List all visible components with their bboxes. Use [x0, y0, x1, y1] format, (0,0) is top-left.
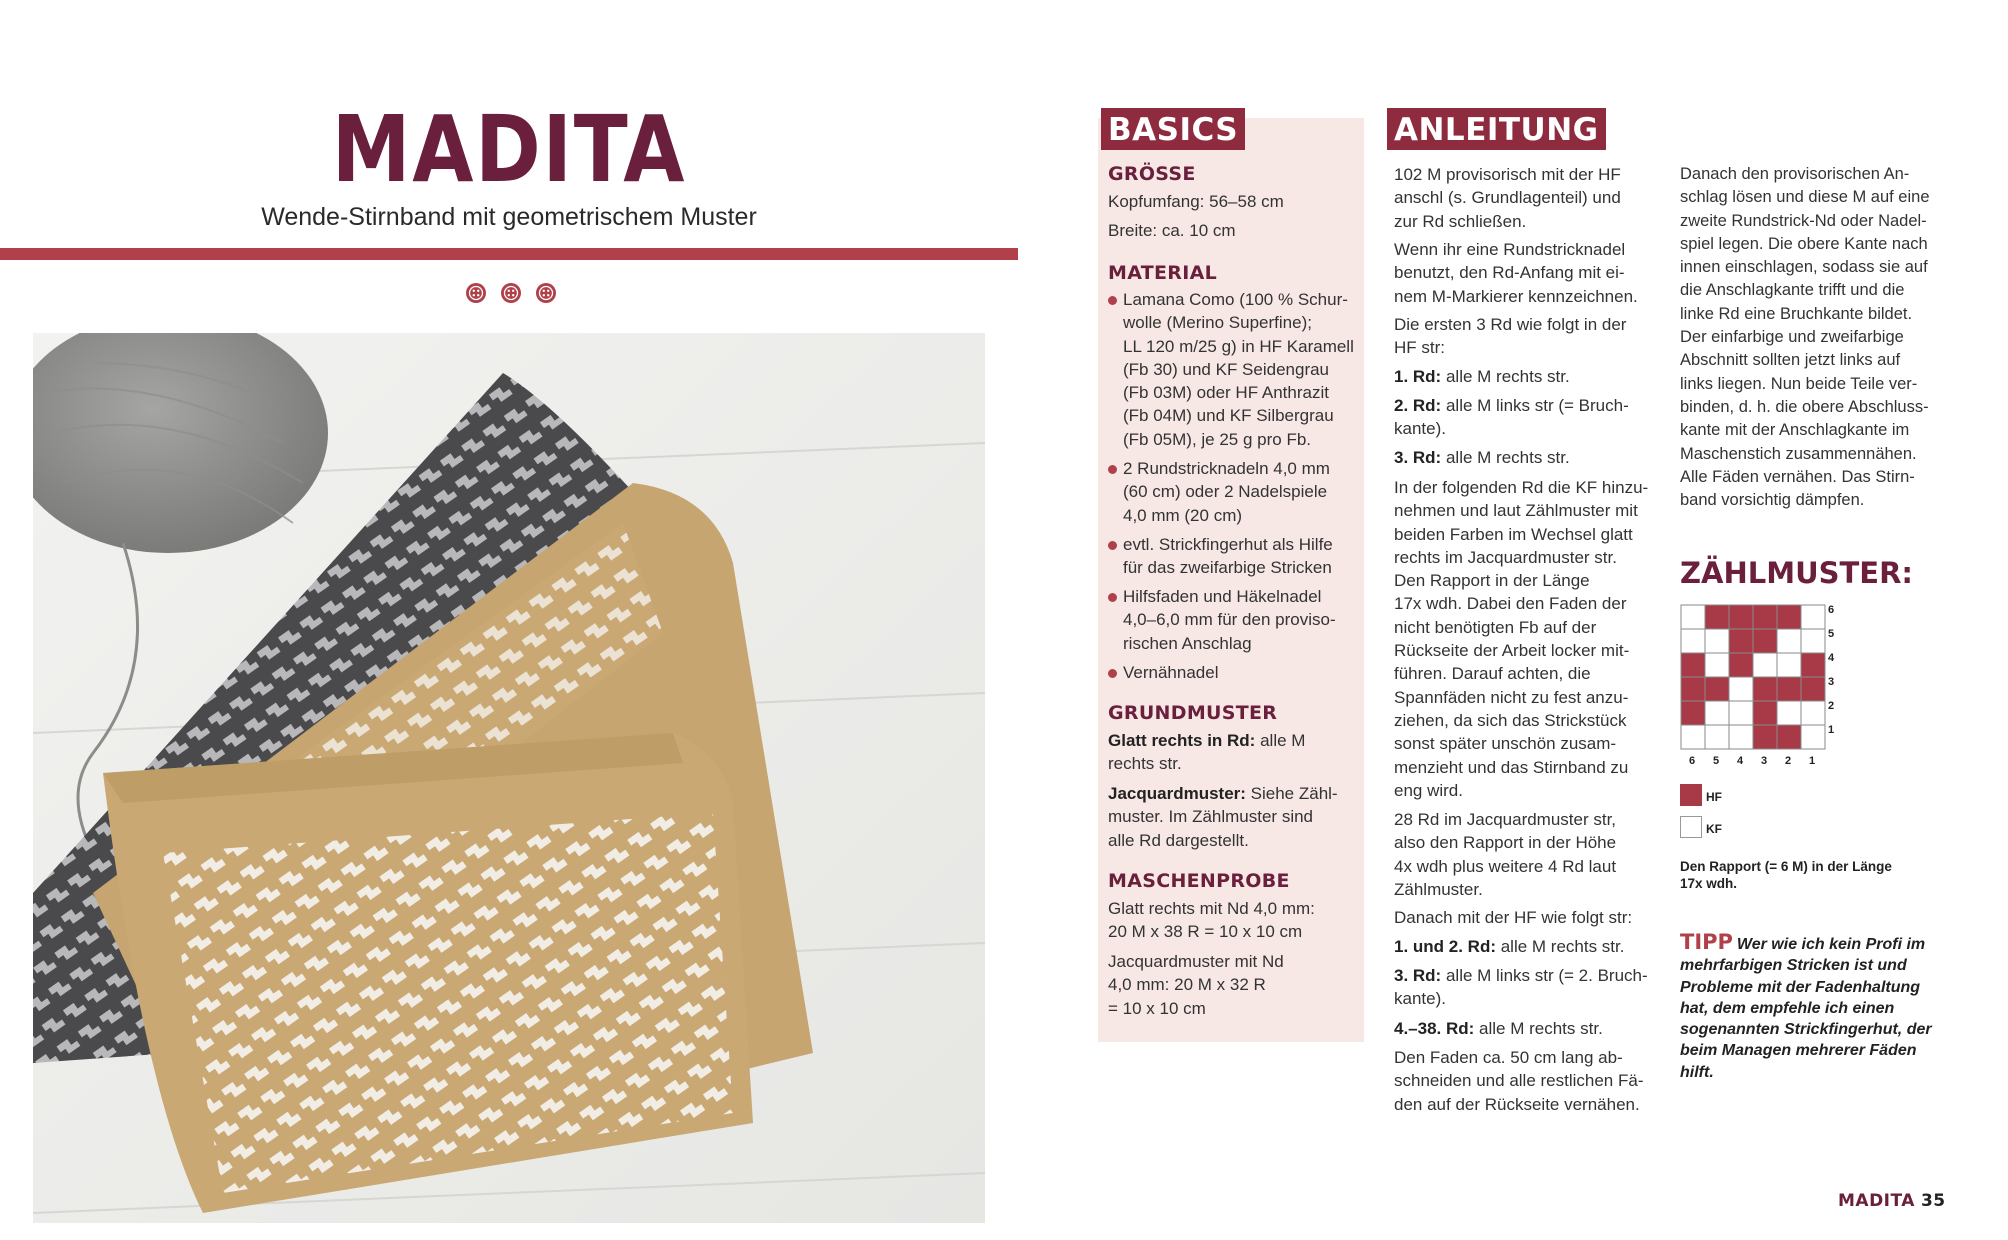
chart-cell [1681, 605, 1705, 629]
bullet-icon [1108, 296, 1117, 305]
chart-col-label: 3 [1760, 755, 1768, 767]
chart-cell [1753, 677, 1777, 701]
bullet-icon [1108, 593, 1117, 602]
chart-row-label: 3 [1828, 676, 1835, 688]
chart-col-label: 6 [1688, 755, 1696, 767]
grundmuster-glatt: Glatt rechts in Rd: alle M rechts str. [1108, 731, 1306, 774]
chart-cell [1753, 629, 1777, 653]
page-title: MADITA [331, 96, 687, 203]
round-instruction: 4.–38. Rd: alle M rechts str. [1394, 1019, 1603, 1038]
maschenprobe-glatt: Glatt rechts mit Nd 4,0 mm: 20 M x 38 R = 10 x 10 cm [1108, 899, 1315, 942]
groesse-line: Kopfumfang: 56–58 cm [1108, 192, 1284, 211]
page-subtitle: Wende-Stirnband mit geometrischem Muster [261, 203, 757, 231]
chart-cell [1777, 701, 1801, 725]
legend-hf-swatch [1680, 784, 1702, 806]
groesse-heading: GRÖSSE [1108, 163, 1196, 185]
knitted-headbands-photo [33, 333, 985, 1223]
chart-cell [1705, 677, 1729, 701]
footer-title: MADITA [1838, 1191, 1915, 1211]
chart-col-label: 1 [1808, 755, 1816, 767]
grundmuster-heading: GRUNDMUSTER [1108, 702, 1278, 724]
title-divider [0, 248, 1018, 260]
bullet-icon [1108, 541, 1117, 550]
round-instruction: 3. Rd: alle M links str (= 2. Bruch- kante). [1394, 966, 1648, 1009]
material-heading: MATERIAL [1108, 262, 1217, 284]
anleitung-paragraph: 102 M provisorisch mit der HF anschl (s. Grundlagenteil) und zur Rd schließen. [1394, 165, 1621, 231]
bullet-icon [1108, 465, 1117, 474]
chart-cell [1801, 701, 1825, 725]
chart-col-label: 5 [1712, 755, 1720, 767]
anleitung-heading: ANLEITUNG [1387, 108, 1606, 150]
chart-row-label: 5 [1828, 628, 1835, 640]
button-icon [500, 282, 522, 304]
chart-cell [1681, 725, 1705, 749]
chart-row-label: 2 [1828, 700, 1835, 712]
chart-cell [1681, 653, 1705, 677]
chart-col-label: 4 [1736, 755, 1744, 767]
round-instruction: 1. Rd: alle M rechts str. [1394, 367, 1570, 386]
chart-cell [1705, 701, 1729, 725]
round-instruction: 3. Rd: alle M rechts str. [1394, 448, 1570, 467]
chart-cell [1705, 605, 1729, 629]
chart-row-label: 4 [1828, 652, 1835, 664]
chart-cell [1705, 653, 1729, 677]
material-item: 2 Rundstricknadeln 4,0 mm (60 cm) oder 2 Nadelspiele 4,0 mm (20 cm) [1108, 457, 1373, 527]
chart-cell [1753, 605, 1777, 629]
chart-cell [1681, 629, 1705, 653]
chart-cell [1753, 701, 1777, 725]
chart-cell [1681, 677, 1705, 701]
chart-cell [1729, 677, 1753, 701]
anleitung-paragraph: Den Faden ca. 50 cm lang ab- schneiden und alle restlichen Fä- den auf der Rückseite vernähen. [1394, 1048, 1644, 1114]
chart-cell [1801, 605, 1825, 629]
chart-cell [1705, 629, 1729, 653]
tip-text: Wer wie ich kein Profi im mehrfarbigen Stricken ist und Probleme mit der Fadenhaltung hat, dem empfehle ich einen sogenannten Strickfingerhut, der beim Managen mehrerer Fäden hilft. [1680, 936, 1932, 1081]
anleitung-paragraph: In der folgenden Rd die KF hinzu- nehmen und laut Zählmuster mit beiden Farben im Wechsel glatt rechts im Jacquardmuster str. Den Rapport in der Länge 17x wdh. Dabei den Faden der nicht benötigten Fb auf der Rückseite der Arbeit locker mit- führen. Darauf achten, die Spannfäden nicht zu fest anzu- ziehen, da sich das Strickstück sonst später unschön zusam- menzieht und das Stirnband zu eng wird. [1394, 478, 1649, 800]
chart-cell [1801, 725, 1825, 749]
chart-cell [1777, 653, 1801, 677]
button-icon [535, 282, 557, 304]
page-number: 35 [1920, 1191, 1946, 1211]
anleitung-paragraph: 28 Rd im Jacquardmuster str, also den Rapport in der Höhe 4x wdh plus weitere 4 Rd laut Zählmuster. [1394, 810, 1617, 899]
material-item: Lamana Como (100 % Schur- wolle (Merino Superfine); LL 120 m/25 g) in HF Karamell (Fb 30) und KF Seidengrau (Fb 03M) oder HF Anthrazit (Fb 04M) und KF Silbergrau (Fb 05M), je 25 g pro Fb. [1108, 288, 1373, 451]
chart-cell [1777, 725, 1801, 749]
anleitung-paragraph: Danach mit der HF wie folgt str: [1394, 908, 1633, 927]
anleitung-paragraph: Die ersten 3 Rd wie folgt in der HF str: [1394, 315, 1627, 358]
chart-cell [1681, 701, 1705, 725]
tip-label: TIPP [1680, 930, 1733, 954]
chart-row-label: 6 [1828, 604, 1835, 616]
chart-cell [1801, 629, 1825, 653]
chart-cell [1801, 653, 1825, 677]
chart-note: Den Rapport (= 6 M) in der Länge 17x wdh. [1680, 859, 1892, 891]
chart-cell [1777, 605, 1801, 629]
chart-cell [1777, 677, 1801, 701]
material-item: Vernähnadel [1108, 661, 1373, 684]
legend-kf-label: KF [1706, 822, 1722, 836]
chart-col-label: 2 [1784, 755, 1792, 767]
maschenprobe-heading: MASCHENPROBE [1108, 870, 1290, 892]
chart-cell [1729, 725, 1753, 749]
material-item: evtl. Strickfingerhut als Hilfe für das zweifarbige Stricken [1108, 533, 1373, 580]
chart-cell [1801, 677, 1825, 701]
chart-cell [1729, 653, 1753, 677]
chart-row-label: 1 [1828, 724, 1835, 736]
chart-cell [1729, 629, 1753, 653]
maschenprobe-jacquard: Jacquardmuster mit Nd 4,0 mm: 20 M x 32 R = 10 x 10 cm [1108, 952, 1284, 1018]
legend-hf-label: HF [1706, 790, 1722, 804]
groesse-line: Breite: ca. 10 cm [1108, 221, 1236, 240]
page-footer [1838, 1191, 1946, 1211]
chart-cell [1729, 605, 1753, 629]
chart-cell [1777, 629, 1801, 653]
grundmuster-jacquard: Jacquardmuster: Siehe Zähl- muster. Im Zählmuster sind alle Rd dargestellt. [1108, 784, 1338, 850]
material-item: Hilfsfaden und Häkelnadel 4,0–6,0 mm für den proviso- rischen Anschlag [1108, 585, 1373, 655]
basics-heading: BASICS [1101, 108, 1245, 150]
round-instruction: 1. und 2. Rd: alle M rechts str. [1394, 937, 1625, 956]
difficulty-rating [465, 282, 557, 304]
chart-title: ZÄHLMUSTER: [1680, 556, 1914, 590]
chart-cell [1753, 725, 1777, 749]
tip-box [1680, 932, 1942, 1083]
chart-cell [1753, 653, 1777, 677]
chart-cell [1705, 725, 1729, 749]
round-instruction: 2. Rd: alle M links str (= Bruch- kante). [1394, 396, 1629, 439]
anleitung-paragraph: Wenn ihr eine Rundstricknadel benutzt, den Rd-Anfang mit ei- nem M-Markierer kennzeichnen. [1394, 240, 1638, 306]
knitting-chart-grid [1680, 604, 1826, 750]
legend-kf-swatch [1680, 816, 1702, 838]
finishing-paragraph: Danach den provisorischen An- schlag lösen und diese M auf eine zweite Rundstrick-Nd oder Nadel- spiel legen. Die obere Kante nach innen einschlagen, sodass sie auf die Anschlagkante trifft und die linke Rd eine Bruchkante bildet. Der einfarbige und zweifarbige Abschnitt sollten jetzt links auf links liegen. Nun beide Teile ver- binden, d. h. die obere Abschluss- kante mit der Anschlagkante im Maschenstich zusammennähen. Alle Fäden vernähen. Das Stirn- band vorsichtig dämpfen. [1680, 165, 1930, 510]
chart-cell [1729, 701, 1753, 725]
bullet-icon [1108, 669, 1117, 678]
button-icon [465, 282, 487, 304]
